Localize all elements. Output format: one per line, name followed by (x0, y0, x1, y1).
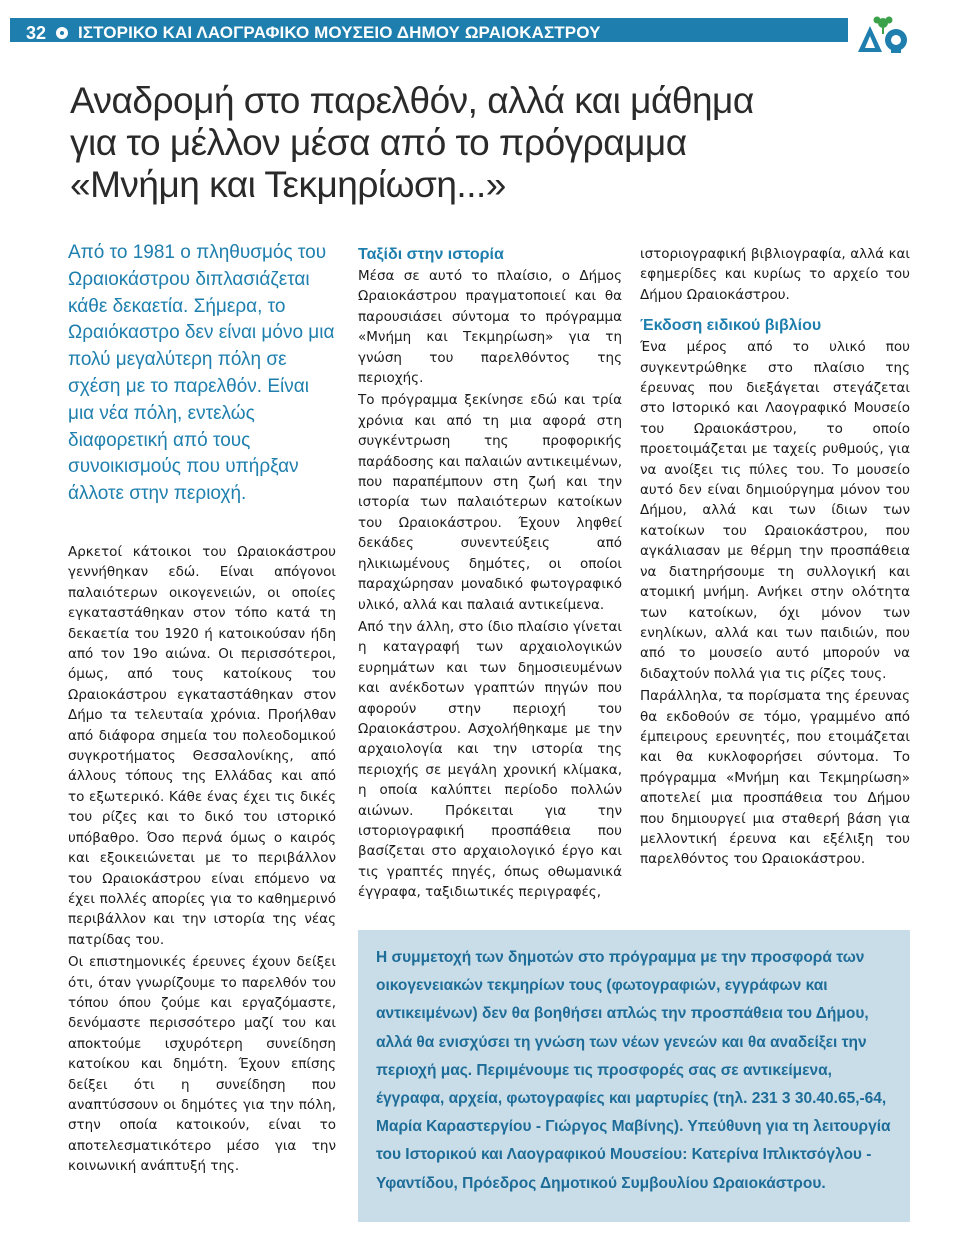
info-box-text: Η συμμετοχή των δημοτών στο πρόγραμμα με την προσφορά των οικογενειακών τεκμηρίων τους (φωτογραφιών, εγγράφων και αντικειμένων) δεν θα βοηθήσει απλώς την προσπάθεια του Δήμου, αλλά θα ενισχύσει τη γνώση των νέων γενεών και θα αναδείξει την περιοχή μας. Περιμένουμε τις προσφορές σας σε αντικείμενα, έγγραφα, αρχεία, φωτογραφίες και μαρτυρίες (τηλ. 231 3 30.40.65,-64, Μαρία Καραστεργίου - Γιώργος Μαβίνης). Υπεύθυνη για τη λειτουργία του Ιστορικού και Λαογραφικού Μουσείου: Κατερίνα Ιπλικτσόγλου - Υφαντίδου, Πρόεδρος Δημοτικού Συμβουλίου Ωραιοκάστρου. (376, 949, 891, 1192)
paragraph: Οι επιστημονικές έρευνες έχουν δείξει ότι, όταν γνωρίζουμε το παρελθόν του τόπου όπου ζούμε και εργαζόμαστε, δενόμαστε περισσότερο μαζί του και αποκτούμε ισχυρότερη συνείδηση κατοίκου και δημότη. Έχουν επίσης δείξει ότι η συνείδηση που αναπτύσσουν οι δημότες για την πόλη, στην οποία κατοικούν, είναι το αποτελεσματικότερο μέσο για την κοινωνική ανάπτυξή της. (68, 954, 336, 1175)
column-3 (640, 244, 910, 872)
header-title: ΙΣΤΟΡΙΚΟ ΚΑΙ ΛΑΟΓΡΑΦΙΚΟ ΜΟΥΣΕΙΟ ΔΗΜΟΥ ΩΡΑΙΟΚΑΣΤΡΟΥ (78, 23, 601, 42)
column-2 (358, 244, 622, 905)
headline-line: «Μνήμη και Τεκμηρίωση...» (70, 164, 506, 205)
article-headline (70, 80, 910, 206)
paragraph: Το πρόγραμμα ξεκίνησε εδώ και τρία χρόνια και από τη μια αφορά στη συγκέντρωση της προφορικής παράδοσης και παλαιών αντικειμένων, που παραπέμπουν στη ζωή και την ιστορία των παλαιότερων κατοίκων του Ωραιοκάστρου. Έχουν ληφθεί δεκάδες συνεντεύξεις από ηλικιωμένους δημότες, οι οποίοι παραχώρησαν μοναδικό φωτογραφικό υλικό, αλλά και παλαιά αντικείμενα. (358, 392, 622, 613)
paragraph: Παράλληλα, τα πορίσματα της έρευνας θα εκδοθούν σε τόμο, γραμμένο από έμπειρους ερευνητές, που ετοιμάζεται και θα κυκλοφορήσει σύντομα. Το πρόγραμμα «Μνήμη και Τεκμηρίωση» αποτελεί μια προσπάθεια του Δήμου που δημιουργεί μια σταθερή βάση για μελλοντική έρευνα και εξέλιξη του παρελθόντος του Ωραιοκάστρου. (640, 688, 910, 868)
municipality-logo-icon (856, 14, 912, 54)
section-heading: Έκδοση ειδικού βιβλίου (640, 317, 822, 335)
page-header (0, 14, 960, 48)
paragraph: Ένα μέρος από το υλικό που συγκεντρώθηκε στο πλαίσιο της έρευνας που διεξάγεται στεγάζεται στο Ιστορικό και Λαογραφικό Μουσείο του Ωραιοκάστρου, το οποίο προετοιμάζεται με ταχείς ρυθμούς, για να ανοίξει τις πύλες του. Το μουσείο αυτό δεν είναι δημιούργημα μόνον του Δήμου, αλλά και των ίδιων των κατοίκων του Ωραιοκάστρου, που αγκάλιασαν με θέρμη την προσπάθεια να διατηρήσουμε τη συλλογική και ατομική μνήμη. Ανήκει στην ολότητα των κατοίκων, όχι μόνον των ενηλίκων, αλλά και των παιδιών, που από το μουσείο αυτό μπορούν να διδαχτούν πολλά για τις ρίζες τους. (640, 339, 910, 682)
paragraph: Μέσα σε αυτό το πλαίσιο, ο Δήμος Ωραιοκάστρου πραγματοποιεί και θα παρουσιάσει σύντομα το πρόγραμμα «Μνήμη και Τεκμηρίωση» για τη γνώση του παρελθόντος της περιοχής. (358, 268, 622, 387)
headline-line: Αναδρομή στο παρελθόν, αλλά και μάθημα (70, 80, 754, 121)
section-heading: Ταξίδι στην ιστορία (358, 246, 504, 263)
page-number: 32 (26, 23, 47, 43)
column-1 (68, 542, 336, 1179)
headline-line: για το μέλλον μέσα από το πρόγραμμα (70, 122, 687, 163)
bullet-icon (56, 27, 68, 39)
paragraph: ιστοριογραφική βιβλιογραφία, αλλά και εφημερίδες και κυρίως το αρχείο του Δήμου Ωραιοκάστρου. (640, 246, 910, 303)
lead-paragraph: Από το 1981 ο πληθυσμός του Ωραιοκάστρου διπλασιάζεται κάθε δεκαετία. Σήμερα, το Ωραιόκαστρο δεν είναι μόνο μια πολύ μεγαλύτερη πόλη σε σχέση με το παρελθόν. Είναι μια νέα πόλη, εντελώς διαφορετική από τους συνοικισμούς που υπήρξαν άλλοτε στην περιοχή. (68, 242, 335, 505)
paragraph: Από την άλλη, στο ίδιο πλαίσιο γίνεται η καταγραφή των αρχαιολογικών ευρημάτων και των δημοσιευμένων και ανέκδοτων γραπτών πηγών που αφορούν στην περιοχή του Ωραιοκάστρου. Ασχολήθηκαμε με την αρχαιολογία και την ιστορία της περιοχής σε μεγάλη χρονική κλίμακα, η οποία καλύπτει περίοδο πολλών αιώνων. Πρόκειται για την ιστοριογραφική προσπάθεια που βασίζεται στο αρχαιολογικό έργο και τις γραπτές πηγές, όπως οθωμανικά έγγραφα, ταξιδιωτικές περιγραφές, (358, 618, 622, 901)
info-box (358, 930, 910, 1222)
paragraph: Αρκετοί κάτοικοι του Ωραιοκάστρου γεννήθηκαν εδώ. Είναι απόγονοι παλαιότερων οικογενειών, οι οποίες εγκαταστάθηκαν στον τόπο κατά τη δεκαετία του 1920 ή κατοικούσαν ήδη από τον 19ο αιώνα. Οι περισσότεροι, όμως, από τους κατοίκους του Ωραιοκάστρου εγκαταστάθηκαν στον Δήμο τα τελευταία χρόνια. Προήλθαν από διάφορα σημεία του πολεοδομικού συγκροτήματος Θεσσαλονίκης, από άλλους τόπους της Ελλάδας και από το εξωτερικό. Κάθε ένας έχει τις δικές του ρίζες και το δικό του ιστορικό υπόβαθρο. Όσο περνά όμως ο καιρός και εξοικειώνεται με το περιβάλλον του Ωραιοκάστρου είναι επόμενο να έχει πολλές απορίες για το καθημερινό περιβάλλον και την ιστορία της νέας πατρίδας του. (68, 544, 336, 948)
header-bar (10, 18, 848, 42)
